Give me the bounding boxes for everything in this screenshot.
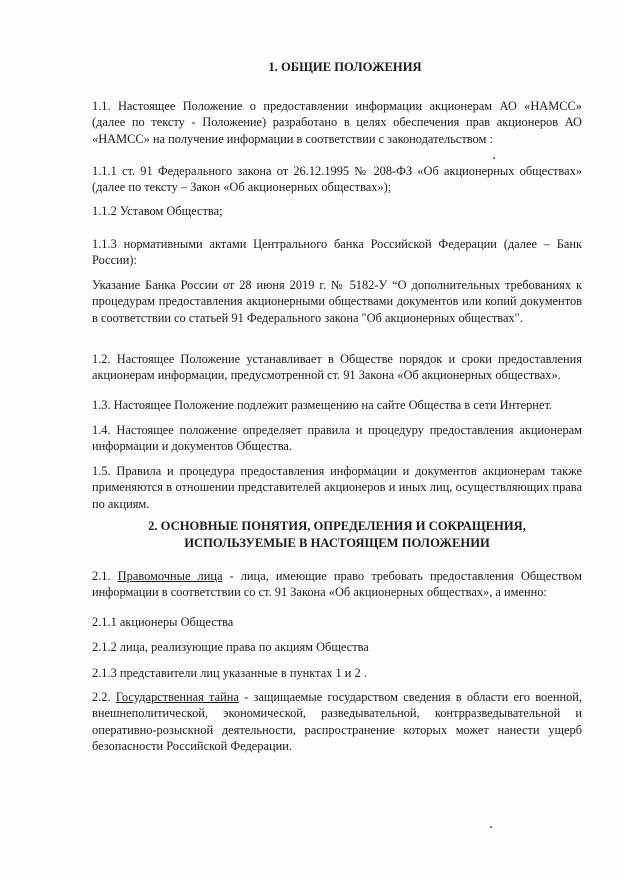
paragraph-1-4: 1.4. Настоящее положение определяет правила и процедуру предоставления акционерам информации и документов Общества. [92,423,582,454]
list-item-2-1-3: 2.1.3 представители лиц указанные в пунктах 1 и 2 . [92,666,367,680]
paragraph-2-1 [92,568,582,601]
section-2-title [92,518,582,551]
paragraph-1-2: 1.2. Настоящее Положение устанавливает в Обществе порядок и сроки предоставления акционерам информации, предусмотренной ст. 91 Закона «Об акционерных обществах». [92,352,582,383]
paragraph-2-1-text: - лица, имеющие право требовать предоставления Обществом информации в соответствии со ст. 91 Закона «Об акционерных обществах», а именно: [92,569,582,600]
list-item-2-1-1: 2.1.1 акционеры Общества [92,615,234,629]
scan-speck [490,826,492,828]
paragraph-2-1-number: 2.1. [92,569,118,583]
section-2-title-line-1: 2. ОСНОВНЫЕ ПОНЯТИЯ, ОПРЕДЕЛЕНИЯ И СОКРАЩЕНИЯ, [148,519,526,533]
paragraph-1-1-3: 1.1.3 нормативными актами Центрального банка Российской Федерации (далее – Банк России): [92,237,582,268]
paragraph-1-3: 1.3. Настоящее Положение подлежит размещению на сайте Общества в сети Интернет. [92,398,553,412]
scan-speck [493,157,495,159]
section-1-title: 1. ОБЩИЕ ПОЛОЖЕНИЯ [268,60,422,74]
paragraph-1-1-2: 1.1.2 Уставом Общества; [92,204,223,218]
list-item-2-1-2: 2.1.2 лица, реализующие права по акциям Общества [92,640,369,654]
paragraph-bank-order: Указание Банка России от 28 июня 2019 г. № 5182-У “О дополнительных требованиях к процедурам предоставления акционерными обществами документов или копий документов в соответствии со статьей 91 Федерального закона "Об акционерных обществах". [92,278,582,325]
paragraph-1-5: 1.5. Правила и процедура предоставления информации и документов акционерам также применяются в отношении представителей акционеров и иных лиц, осуществляющих права по акциям. [92,464,582,511]
term-authorized-persons: Правомочные лица [117,569,223,583]
paragraph-2-2-number: 2.2. [92,690,116,704]
paragraph-2-2-text: - защищаемые государством сведения в области его военной, внешнеполитической, экономической, разведывательной, контрразведывательной и оперативно-розыскной деятельности, распространение которых может нанести ущерб безопасности Российской Федерации. [92,690,583,754]
paragraph-2-2 [92,689,582,755]
term-state-secret: Государственная тайна [115,690,239,704]
paragraph-1-1-1: 1.1.1 ст. 91 Федерального закона от 26.12.1995 № 208-ФЗ «Об акционерных обществах» (далее по тексту – Закон «Об акционерных обществах»); [92,164,582,195]
paragraph-1-1: 1.1. Настоящее Положение о предоставлении информации акционерам АО «НАМСС» (далее по тексту - Положение) разработано в целях обеспечения прав акционеров АО «НАМСС» на получение информации в соответствии с законодательством : [92,99,582,146]
section-2-title-line-2: ИСПОЛЬЗУЕМЫЕ В НАСТОЯЩЕМ ПОЛОЖЕНИИ [184,535,490,550]
